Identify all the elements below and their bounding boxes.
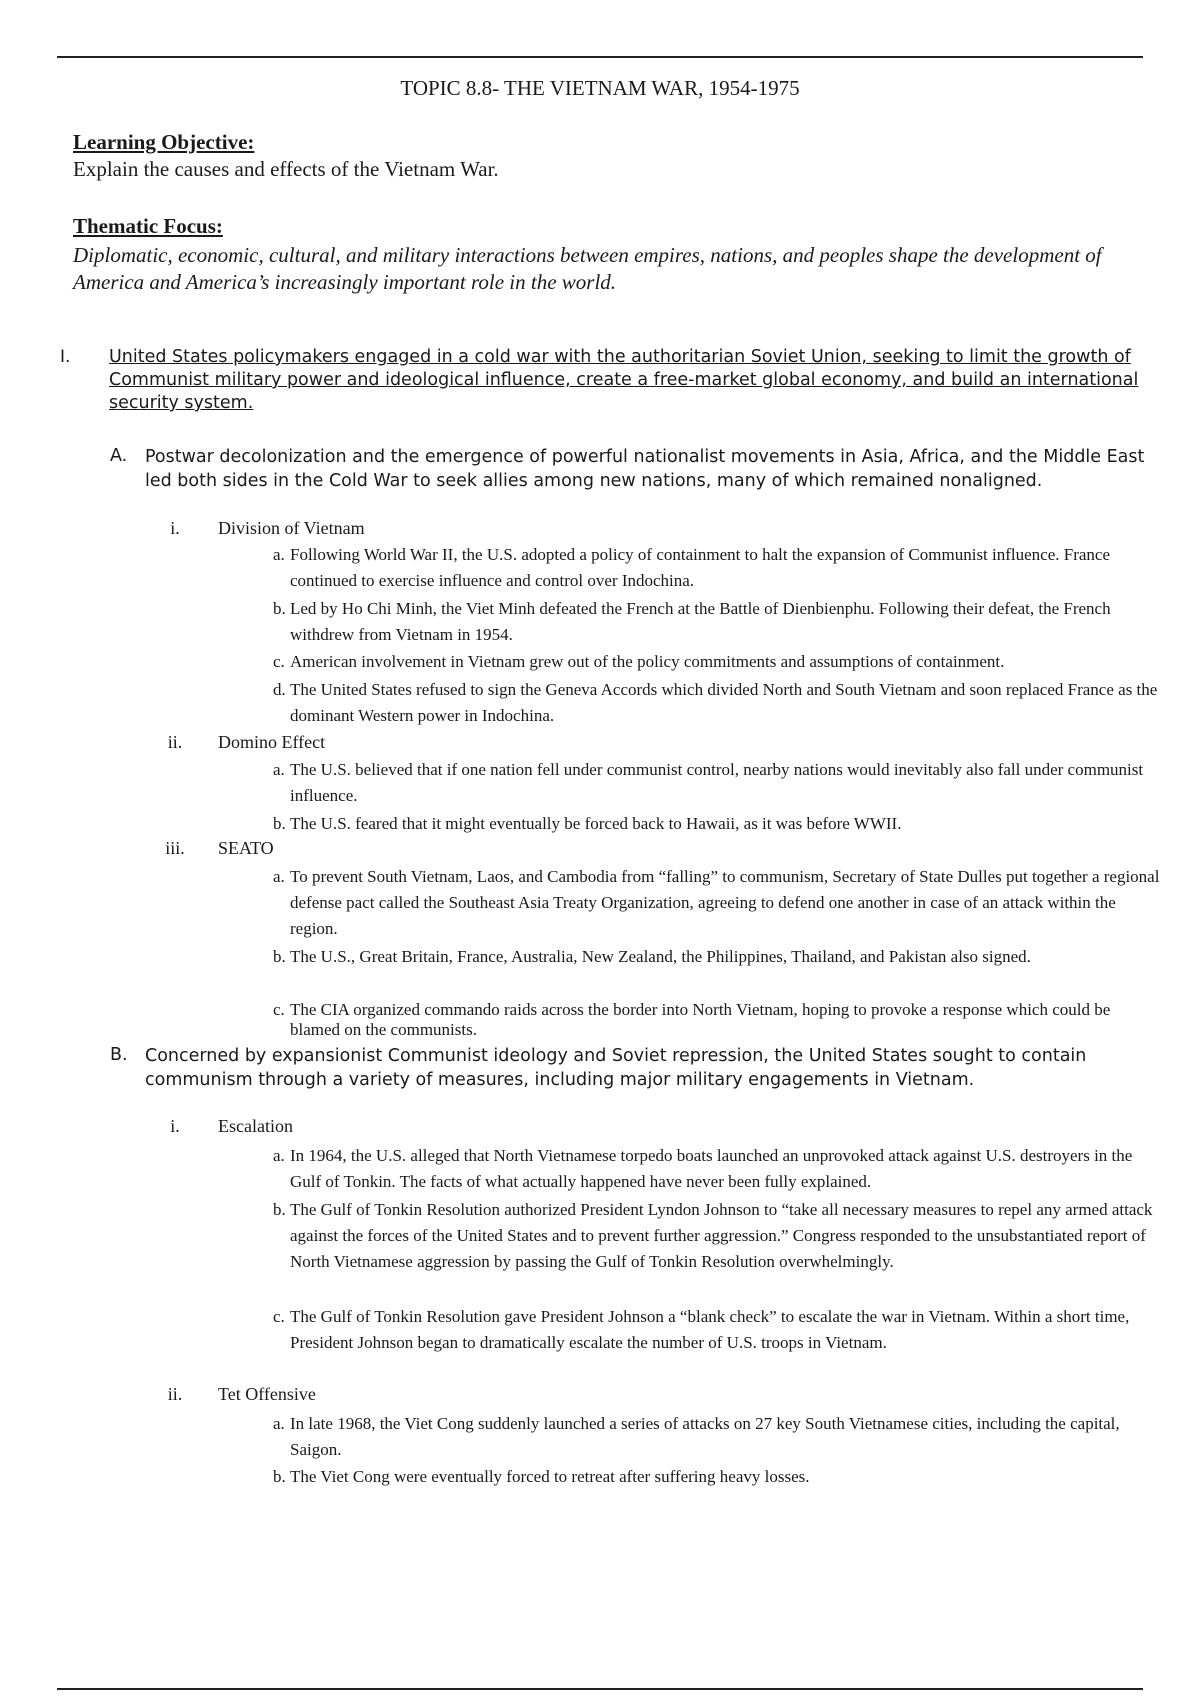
topic-label: SEATO <box>218 838 274 858</box>
list-item <box>273 1143 1163 1195</box>
item-text: The U.S. feared that it might eventually be forced back to Hawaii, as it was before WWII. <box>290 814 902 833</box>
item-letter: a. <box>273 1146 285 1165</box>
list-item <box>273 811 1163 837</box>
list-item <box>273 649 1163 675</box>
list-item <box>273 944 1163 970</box>
thematic-focus-text: Diplomatic, economic, cultural, and military interactions between empires, nations, and peoples shape the development of America and America’s increasingly important role in the world. <box>73 243 1102 294</box>
list-item <box>273 757 1163 809</box>
item-letter: a. <box>273 545 285 564</box>
topic-numeral: iii. <box>165 838 185 858</box>
list-item <box>273 1304 1163 1356</box>
item-text: The U.S., Great Britain, France, Australia, New Zealand, the Philippines, Thailand, and Pakistan also signed. <box>290 947 1031 966</box>
subsection-letter: A. <box>110 446 128 466</box>
list-item <box>273 1000 1163 1040</box>
item-text: In 1964, the U.S. alleged that North Vietnamese torpedo boats launched an unprovoked attack against U.S. destroyers in the Gulf of Tonkin. The facts of what actually happened have never been fully explained. <box>290 1146 1133 1191</box>
item-text: Following World War II, the U.S. adopted a policy of containment to halt the expansion of Communist influence. France continued to exercise influence and control over Indochina. <box>290 545 1111 590</box>
item-letter: b. <box>273 814 286 833</box>
page-title: TOPIC 8.8- THE VIETNAM WAR, 1954-1975 <box>400 76 800 100</box>
list-item <box>273 1464 1163 1490</box>
topic-label: Escalation <box>218 1116 293 1136</box>
list-item <box>273 1197 1163 1275</box>
item-letter: b. <box>273 599 286 618</box>
list-item <box>273 542 1163 594</box>
item-letter: b. <box>273 947 286 966</box>
item-letter: b. <box>273 1200 286 1219</box>
item-letter: d. <box>273 680 286 699</box>
item-letter: a. <box>273 760 285 779</box>
item-text: The Gulf of Tonkin Resolution gave President Johnson a “blank check” to escalate the war in Vietnam. Within a short time, President Johnson began to dramatically escalate the number of U.S. troops in Vietnam. <box>290 1307 1130 1352</box>
topic-numeral: ii. <box>167 1384 183 1404</box>
subsection-text: Postwar decolonization and the emergence of powerful nationalist movements in Asia, Africa, and the Middle East led both sides in the Cold War to seek allies among new nations, many of which remained nonaligned. <box>145 447 1145 491</box>
item-letter: a. <box>273 867 285 886</box>
item-text: The CIA organized commando raids across the border into North Vietnam, hoping to provoke a response which could be blamed on the communists. <box>290 1000 1111 1039</box>
item-text: Led by Ho Chi Minh, the Viet Minh defeated the French at the Battle of Dienbienphu. Following their defeat, the French withdrew from Vietnam in 1954. <box>290 599 1111 644</box>
topic-numeral: i. <box>170 518 180 538</box>
topic-label: Division of Vietnam <box>218 518 365 538</box>
topic-numeral: ii. <box>167 732 183 752</box>
list-item <box>273 677 1163 729</box>
learning-objective-heading: Learning Objective: <box>73 130 255 154</box>
item-text: In late 1968, the Viet Cong suddenly launched a series of attacks on 27 key South Vietnamese cities, including the capital, Saigon. <box>290 1414 1120 1459</box>
thematic-focus-heading: Thematic Focus: <box>73 214 223 238</box>
item-letter: a. <box>273 1414 285 1433</box>
item-text: The U.S. believed that if one nation fell under communist control, nearby nations would inevitably also fall under communist influence. <box>290 760 1144 805</box>
topic-label: Domino Effect <box>218 732 326 752</box>
topic-numeral: i. <box>170 1116 180 1136</box>
item-text: The Gulf of Tonkin Resolution authorized President Lyndon Johnson to “take all necessary measures to repel any armed attack against the forces of the United States and to prevent further aggression.” Congress responded to the unsubstantiated report of North Vietnamese aggression by passing the Gulf of Tonkin Resolution overwhelmingly. <box>290 1200 1153 1271</box>
bottom-rule <box>57 1688 1143 1690</box>
subsection-text: Concerned by expansionist Communist ideology and Soviet repression, the United States sought to contain communism through a variety of measures, including major military engagements in Vietnam. <box>145 1046 1087 1090</box>
item-letter: c. <box>273 652 285 671</box>
item-text: The United States refused to sign the Geneva Accords which divided North and South Vietnam and soon replaced France as the dominant Western power in Indochina. <box>290 680 1158 725</box>
item-text: To prevent South Vietnam, Laos, and Cambodia from “falling” to communism, Secretary of State Dulles put together a regional defense pact called the Southeast Asia Treaty Organization, agreeing to defend one another in case of an attack within the region. <box>290 867 1160 938</box>
subsection-letter: B. <box>110 1045 128 1065</box>
topic-label: Tet Offensive <box>218 1384 316 1404</box>
section-text: United States policymakers engaged in a cold war with the authoritarian Soviet Union, seeking to limit the growth of Communist military power and ideological influence, create a free-market global economy, and build an international security system. <box>109 347 1139 413</box>
learning-objective-text: Explain the causes and effects of the Vietnam War. <box>73 157 499 181</box>
list-item <box>273 596 1163 648</box>
item-text: American involvement in Vietnam grew out of the policy commitments and assumptions of containment. <box>290 652 1005 671</box>
section-numeral: I. <box>60 347 71 367</box>
list-item <box>273 864 1163 942</box>
list-item <box>273 1411 1163 1463</box>
item-letter: c. <box>273 1307 285 1326</box>
top-rule <box>57 56 1143 58</box>
item-text: The Viet Cong were eventually forced to retreat after suffering heavy losses. <box>290 1467 810 1486</box>
item-letter: b. <box>273 1467 286 1486</box>
item-letter: c. <box>273 1000 285 1019</box>
